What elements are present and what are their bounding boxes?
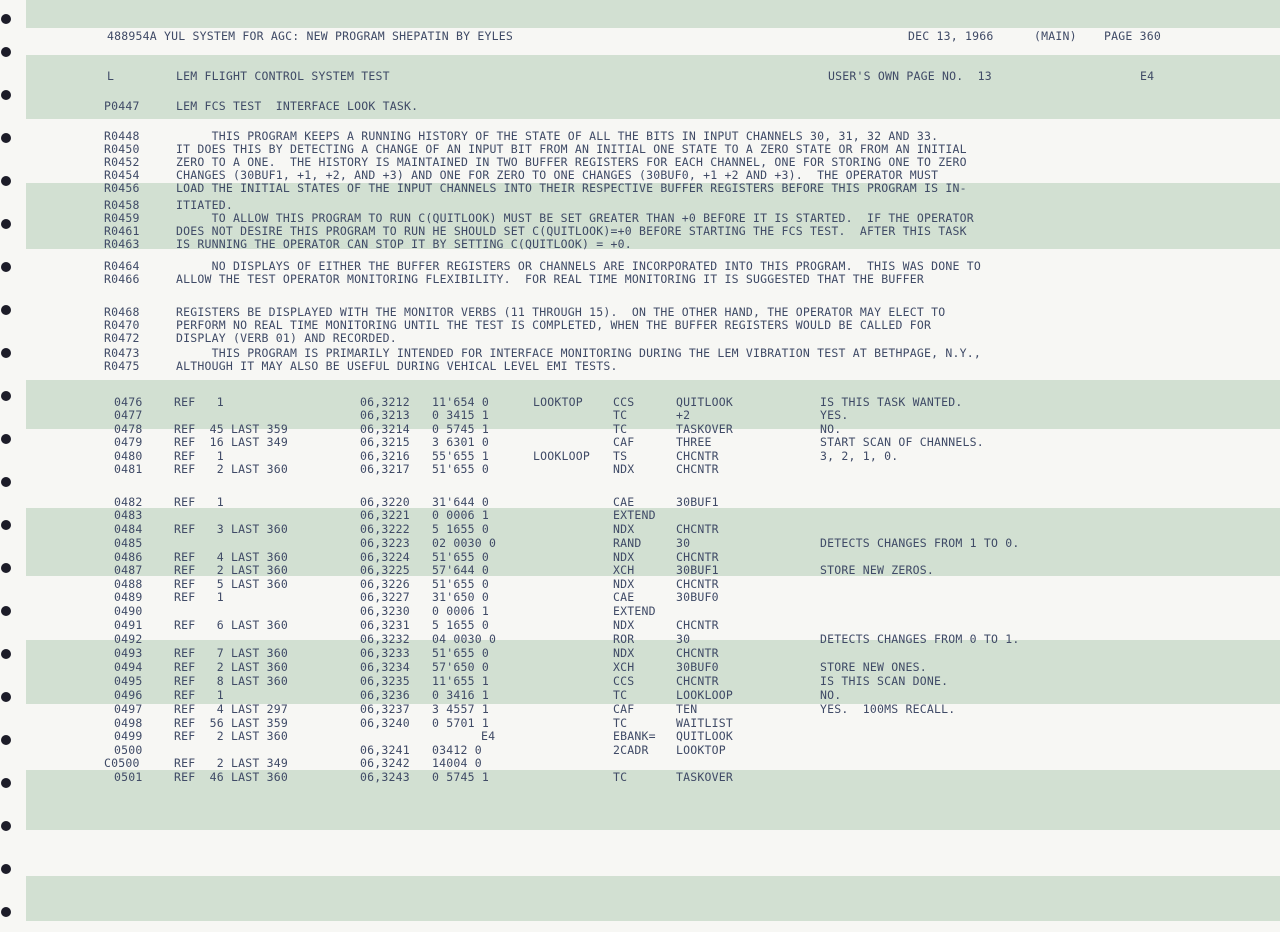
code-opcode: NDX — [613, 618, 635, 632]
code-address: 06,3222 — [360, 522, 410, 536]
code-octal-word: 51'655 0 — [432, 550, 489, 564]
code-address: 06,3234 — [360, 660, 410, 674]
code-address: 06,3230 — [360, 604, 410, 618]
code-cross-ref: REF 1 — [174, 590, 224, 604]
remark-text: LOAD THE INITIAL STATES OF THE INPUT CHANNELS INTO THEIR RESPECTIVE BUFFER REGISTERS BEFORE THIS PROGRAM IS IN- — [176, 181, 967, 195]
remark-ref: R0454 — [104, 168, 140, 182]
code-operand: TEN — [676, 702, 698, 716]
code-cross-ref: REF 8 LAST 360 — [174, 674, 288, 688]
code-operand: 30BUF1 — [676, 563, 719, 577]
code-cross-ref: REF 46 LAST 360 — [174, 770, 288, 784]
code-row — [0, 703, 1280, 716]
code-operand: THREE — [676, 435, 712, 449]
code-cross-ref: REF 2 LAST 360 — [174, 660, 288, 674]
code-operand: CHCNTR — [676, 646, 719, 660]
code-row — [0, 771, 1280, 784]
code-address: 06,3232 — [360, 632, 410, 646]
code-row — [0, 619, 1280, 632]
remark-text: DOES NOT DESIRE THIS PROGRAM TO RUN HE SHOULD SET C(QUITLOOK)=+0 BEFORE STARTING THE FCS TEST. AFTER THIS TASK — [176, 224, 967, 238]
code-octal-word: 04 0030 0 — [432, 632, 497, 646]
code-comment: YES. 100MS RECALL. — [820, 702, 956, 716]
code-cross-ref: REF 6 LAST 360 — [174, 618, 288, 632]
header-main: (MAIN) — [1034, 29, 1077, 43]
code-cross-ref: REF 1 — [174, 495, 224, 509]
code-octal-word: 0 0006 1 — [432, 604, 489, 618]
code-octal-word: 3 4557 1 — [432, 702, 489, 716]
code-opcode: TS — [613, 449, 628, 463]
code-opcode: NDX — [613, 550, 635, 564]
code-address: 06,3233 — [360, 646, 410, 660]
code-row — [0, 757, 1280, 770]
remark-line — [0, 238, 1280, 251]
code-cross-ref: REF 2 LAST 360 — [174, 462, 288, 476]
code-address: 06,3240 — [360, 716, 410, 730]
code-line-number: 0481 — [114, 462, 143, 476]
code-operand: CHCNTR — [676, 449, 719, 463]
code-row — [0, 730, 1280, 743]
code-octal-word: 51'655 0 — [432, 462, 489, 476]
code-comment: STORE NEW ONES. — [820, 660, 927, 674]
code-line-number: 0496 — [114, 688, 143, 702]
code-operand: TASKOVER — [676, 422, 733, 436]
code-cross-ref: REF 4 LAST 360 — [174, 550, 288, 564]
remark-line — [0, 360, 1280, 373]
code-operand: 30 — [676, 632, 691, 646]
code-cross-ref: REF 3 LAST 360 — [174, 522, 288, 536]
code-row — [0, 633, 1280, 646]
task-title-ref: P0447 — [104, 99, 140, 113]
code-address: 06,3227 — [360, 590, 410, 604]
code-cross-ref: REF 1 — [174, 688, 224, 702]
code-row — [0, 591, 1280, 604]
code-cross-ref: REF 1 — [174, 395, 224, 409]
remark-ref: R0470 — [104, 318, 140, 332]
code-opcode: CCS — [613, 395, 635, 409]
code-octal-word: E4 — [481, 729, 496, 743]
remark-text: NO DISPLAYS OF EITHER THE BUFFER REGISTERS OR CHANNELS ARE INCORPORATED INTO THIS PROGRAM. THIS WAS DONE TO — [176, 259, 981, 273]
code-address: 06,3223 — [360, 536, 410, 550]
code-line-number: 0501 — [114, 770, 143, 784]
remark-text: REGISTERS BE DISPLAYED WITH THE MONITOR VERBS (11 THROUGH 15). ON THE OTHER HAND, THE OPERATOR MAY ELECT TO — [176, 305, 946, 319]
code-row — [0, 409, 1280, 422]
code-address: 06,3216 — [360, 449, 410, 463]
remark-ref: R0475 — [104, 359, 140, 373]
code-operand: +2 — [676, 408, 691, 422]
code-octal-word: 5 1655 0 — [432, 618, 489, 632]
code-row — [0, 647, 1280, 660]
code-octal-word: 57'644 0 — [432, 563, 489, 577]
remark-text: DISPLAY (VERB 01) AND RECORDED. — [176, 331, 397, 345]
code-operand: 30 — [676, 536, 691, 550]
code-opcode: TC — [613, 408, 628, 422]
code-cross-ref: REF 2 LAST 360 — [174, 563, 288, 577]
code-operand: CHCNTR — [676, 522, 719, 536]
code-cross-ref: REF 16 LAST 349 — [174, 435, 288, 449]
remark-ref: R0464 — [104, 259, 140, 273]
code-cross-ref: REF 2 LAST 349 — [174, 756, 288, 770]
code-line-number: 0478 — [114, 422, 143, 436]
code-line-number: 0487 — [114, 563, 143, 577]
code-comment: YES. — [820, 408, 849, 422]
code-row — [0, 605, 1280, 618]
code-opcode: EBANK= — [613, 729, 656, 743]
code-row — [0, 509, 1280, 522]
code-octal-word: 31'644 0 — [432, 495, 489, 509]
log-section-marker: L — [107, 69, 115, 83]
code-comment: NO. — [820, 688, 842, 702]
code-opcode: NDX — [613, 522, 635, 536]
code-address: 06,3214 — [360, 422, 410, 436]
code-opcode: ROR — [613, 632, 635, 646]
remark-ref: R0472 — [104, 331, 140, 345]
code-octal-word: 0 3416 1 — [432, 688, 489, 702]
code-opcode: CAE — [613, 590, 635, 604]
code-opcode: CAF — [613, 702, 635, 716]
code-opcode: 2CADR — [613, 743, 649, 757]
code-address: 06,3220 — [360, 495, 410, 509]
remark-text: PERFORM NO REAL TIME MONITORING UNTIL THE TEST IS COMPLETED, WHEN THE BUFFER REGISTERS WOULD BE CALLED FOR — [176, 318, 932, 332]
code-line-number: 0491 — [114, 618, 143, 632]
remark-ref: R0458 — [104, 198, 140, 212]
remark-line — [0, 273, 1280, 286]
code-comment: NO. — [820, 422, 842, 436]
code-comment: STORE NEW ZEROS. — [820, 563, 934, 577]
code-opcode: TC — [613, 422, 628, 436]
code-line-number: 0486 — [114, 550, 143, 564]
code-opcode: CAF — [613, 435, 635, 449]
code-line-number: 0485 — [114, 536, 143, 550]
code-address: 06,3224 — [360, 550, 410, 564]
code-comment: START SCAN OF CHANNELS. — [820, 435, 984, 449]
remark-ref: R0452 — [104, 155, 140, 169]
code-row — [0, 564, 1280, 577]
code-address: 06,3217 — [360, 462, 410, 476]
code-octal-word: 02 0030 0 — [432, 536, 497, 550]
code-comment: IS THIS SCAN DONE. — [820, 674, 949, 688]
code-address: 06,3221 — [360, 508, 410, 522]
code-line-number: 0499 — [114, 729, 143, 743]
code-row — [0, 675, 1280, 688]
remark-text: IS RUNNING THE OPERATOR CAN STOP IT BY SETTING C(QUITLOOK) = +0. — [176, 237, 632, 251]
code-octal-word: 31'650 0 — [432, 590, 489, 604]
remark-text: TO ALLOW THIS PROGRAM TO RUN C(QUITLOOK) MUST BE SET GREATER THAN +0 BEFORE IT IS STARTED. IF THE OPERATOR — [176, 211, 974, 225]
code-octal-word: 0 5745 1 — [432, 770, 489, 784]
code-line-number: 0480 — [114, 449, 143, 463]
remark-ref: R0456 — [104, 181, 140, 195]
code-operand: QUITLOOK — [676, 729, 733, 743]
remark-text: IT DOES THIS BY DETECTING A CHANGE OF AN INPUT BIT FROM AN INITIAL ONE STATE TO A ZERO STATE OR FROM AN INITIAL — [176, 142, 967, 156]
code-address: 06,3237 — [360, 702, 410, 716]
code-label: LOOKTOP — [533, 395, 583, 409]
code-address: 06,3226 — [360, 577, 410, 591]
code-line-number: 0484 — [114, 522, 143, 536]
remark-ref: R0463 — [104, 237, 140, 251]
code-octal-word: 11'654 0 — [432, 395, 489, 409]
code-octal-word: 55'655 1 — [432, 449, 489, 463]
code-address: 06,3213 — [360, 408, 410, 422]
code-cross-ref: REF 4 LAST 297 — [174, 702, 288, 716]
remark-text: ZERO TO A ONE. THE HISTORY IS MAINTAINED IN TWO BUFFER REGISTERS FOR EACH CHANNEL, ONE FOR STORING ONE TO ZERO — [176, 155, 967, 169]
code-row — [0, 661, 1280, 674]
code-line-number: 0494 — [114, 660, 143, 674]
code-octal-word: 03412 0 — [432, 743, 482, 757]
task-title: LEM FCS TEST INTERFACE LOOK TASK. — [176, 99, 419, 113]
code-line-number: 0482 — [114, 495, 143, 509]
code-opcode: RAND — [613, 536, 642, 550]
code-line-number: 0500 — [114, 743, 143, 757]
code-octal-word: 57'650 0 — [432, 660, 489, 674]
code-comment: 3, 2, 1, 0. — [820, 449, 899, 463]
remark-ref: R0459 — [104, 211, 140, 225]
code-octal-word: 0 0006 1 — [432, 508, 489, 522]
code-address: 06,3215 — [360, 435, 410, 449]
paper-stripe — [26, 0, 1280, 28]
code-line-number: 0495 — [114, 674, 143, 688]
users-page-number: USER'S OWN PAGE NO. 13 — [828, 69, 992, 83]
code-comment: DETECTS CHANGES FROM 1 TO 0. — [820, 536, 1020, 550]
remark-text: ALLOW THE TEST OPERATOR MONITORING FLEXIBILITY. FOR REAL TIME MONITORING IT IS SUGGESTED THAT THE BUFFER — [176, 272, 924, 286]
code-row — [0, 436, 1280, 449]
remark-ref: R0473 — [104, 346, 140, 360]
header-program-title: 488954A YUL SYSTEM FOR AGC: NEW PROGRAM SHEPATIN BY EYLES — [107, 29, 514, 43]
remark-text: ITIATED. — [176, 198, 233, 212]
remark-ref: R0448 — [104, 129, 140, 143]
code-line-number: 0493 — [114, 646, 143, 660]
code-address: 06,3241 — [360, 743, 410, 757]
code-opcode: TC — [613, 688, 628, 702]
code-operand: 30BUF0 — [676, 660, 719, 674]
code-octal-word: 0 5701 1 — [432, 716, 489, 730]
code-line-number: 0489 — [114, 590, 143, 604]
header-date: DEC 13, 1966 — [908, 29, 994, 43]
code-address: 06,3236 — [360, 688, 410, 702]
code-line-number: 0488 — [114, 577, 143, 591]
code-comment: DETECTS CHANGES FROM 0 TO 1. — [820, 632, 1020, 646]
code-operand: LOOKLOOP — [676, 688, 733, 702]
code-opcode: EXTEND — [613, 604, 656, 618]
code-line-number: 0477 — [114, 408, 143, 422]
code-operand: CHCNTR — [676, 618, 719, 632]
code-row — [0, 523, 1280, 536]
code-cross-ref: REF 7 LAST 360 — [174, 646, 288, 660]
log-section-title: LEM FLIGHT CONTROL SYSTEM TEST — [176, 69, 390, 83]
code-octal-word: 51'655 0 — [432, 577, 489, 591]
code-address: 06,3212 — [360, 395, 410, 409]
code-cross-ref: REF 1 — [174, 449, 224, 463]
remark-line — [0, 182, 1280, 195]
header-page-number: PAGE 360 — [1104, 29, 1161, 43]
code-octal-word: 11'655 1 — [432, 674, 489, 688]
code-opcode: NDX — [613, 462, 635, 476]
code-opcode: TC — [613, 770, 628, 784]
code-octal-word: 0 3415 1 — [432, 408, 489, 422]
code-line-number: C0500 — [104, 756, 140, 770]
code-opcode: XCH — [613, 660, 635, 674]
code-address: 06,3231 — [360, 618, 410, 632]
code-opcode: NDX — [613, 577, 635, 591]
code-operand: CHCNTR — [676, 462, 719, 476]
code-operand: 30BUF1 — [676, 495, 719, 509]
code-address: 06,3235 — [360, 674, 410, 688]
code-operand: WAITLIST — [676, 716, 733, 730]
remark-text: CHANGES (30BUF1, +1, +2, AND +3) AND ONE FOR ZERO TO ONE CHANGES (30BUF0, +1 +2 AND +3). THE OPERATOR MUST — [176, 168, 939, 182]
code-octal-word: 0 5745 1 — [432, 422, 489, 436]
remark-ref: R0461 — [104, 224, 140, 238]
code-line-number: 0476 — [114, 395, 143, 409]
code-line-number: 0490 — [114, 604, 143, 618]
code-cross-ref: REF 45 LAST 359 — [174, 422, 288, 436]
code-operand: TASKOVER — [676, 770, 733, 784]
code-line-number: 0479 — [114, 435, 143, 449]
code-operand: CHCNTR — [676, 550, 719, 564]
code-opcode: NDX — [613, 646, 635, 660]
code-label: LOOKLOOP — [533, 449, 590, 463]
code-octal-word: 14004 0 — [432, 756, 482, 770]
remark-text: THIS PROGRAM KEEPS A RUNNING HISTORY OF THE STATE OF ALL THE BITS IN INPUT CHANNELS 30, 31, 32 AND 33. — [176, 129, 939, 143]
code-row — [0, 537, 1280, 550]
code-opcode: EXTEND — [613, 508, 656, 522]
code-line-number: 0483 — [114, 508, 143, 522]
code-comment: IS THIS TASK WANTED. — [820, 395, 963, 409]
code-row — [0, 689, 1280, 702]
remark-ref: R0466 — [104, 272, 140, 286]
code-line-number: 0492 — [114, 632, 143, 646]
code-opcode: XCH — [613, 563, 635, 577]
code-row — [0, 463, 1280, 476]
code-opcode: CCS — [613, 674, 635, 688]
code-opcode: TC — [613, 716, 628, 730]
code-octal-word: 3 6301 0 — [432, 435, 489, 449]
code-opcode: CAE — [613, 495, 635, 509]
remark-ref: R0468 — [104, 305, 140, 319]
remark-ref: R0450 — [104, 142, 140, 156]
code-operand: CHCNTR — [676, 674, 719, 688]
code-octal-word: 5 1655 0 — [432, 522, 489, 536]
code-octal-word: 51'655 0 — [432, 646, 489, 660]
code-line-number: 0497 — [114, 702, 143, 716]
code-cross-ref: REF 2 LAST 360 — [174, 729, 288, 743]
remark-text: THIS PROGRAM IS PRIMARILY INTENDED FOR INTERFACE MONITORING DURING THE LEM VIBRATION TEST AT BETHPAGE, N.Y., — [176, 346, 981, 360]
code-operand: 30BUF0 — [676, 590, 719, 604]
code-operand: CHCNTR — [676, 577, 719, 591]
code-cross-ref: REF 5 LAST 360 — [174, 577, 288, 591]
code-address: 06,3243 — [360, 770, 410, 784]
code-address: 06,3242 — [360, 756, 410, 770]
remark-line — [0, 332, 1280, 345]
paper-stripe — [26, 876, 1280, 921]
code-address: 06,3225 — [360, 563, 410, 577]
code-line-number: 0498 — [114, 716, 143, 730]
code-cross-ref: REF 56 LAST 359 — [174, 716, 288, 730]
code-row — [0, 396, 1280, 409]
code-operand: QUITLOOK — [676, 395, 733, 409]
remark-text: ALTHOUGH IT MAY ALSO BE USEFUL DURING VEHICAL LEVEL EMI TESTS. — [176, 359, 618, 373]
code-operand: LOOKTOP — [676, 743, 726, 757]
log-section-code: E4 — [1140, 69, 1155, 83]
